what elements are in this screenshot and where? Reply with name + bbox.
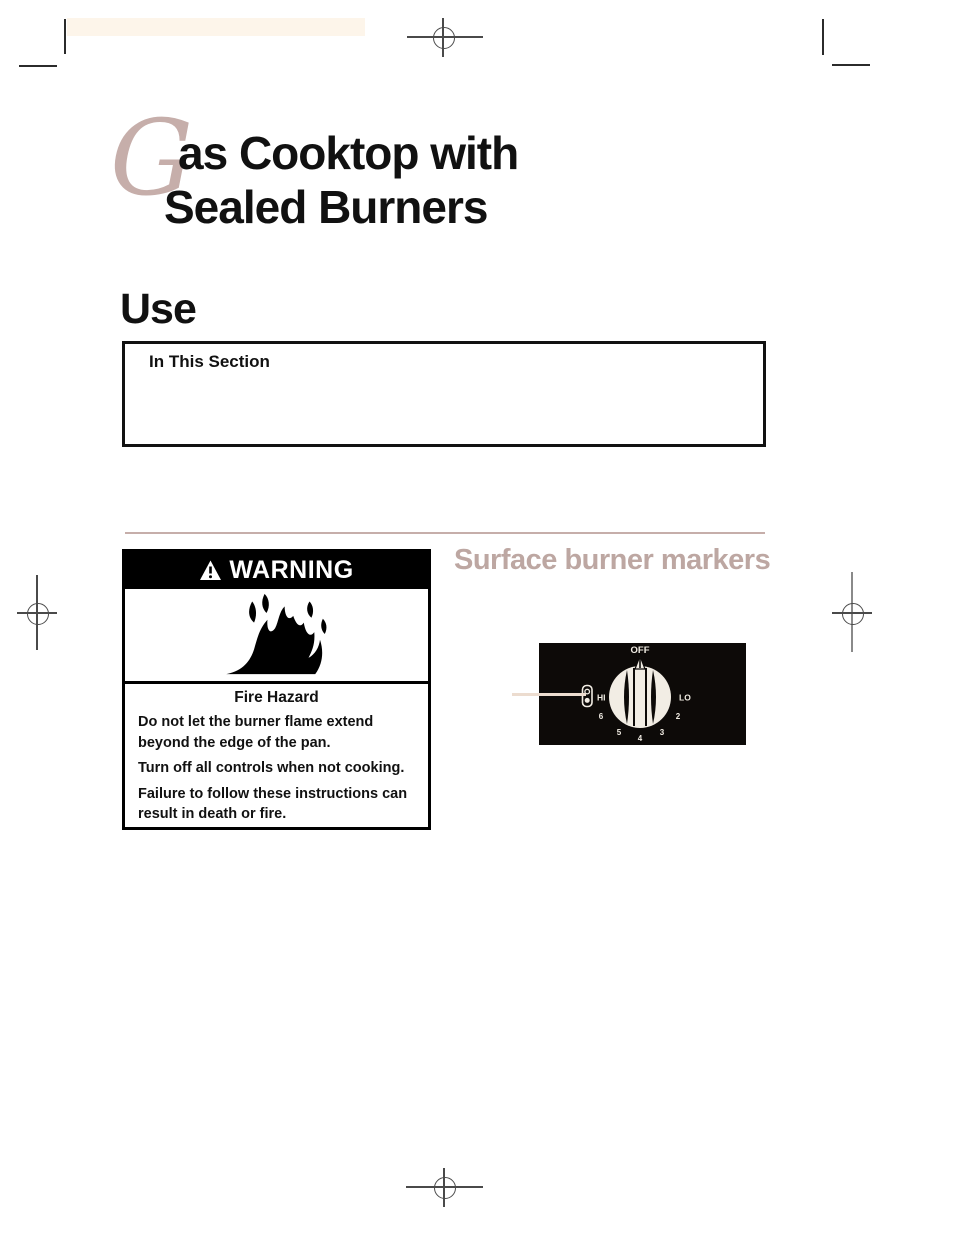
chapter-title-line2: Sealed Burners (164, 181, 488, 233)
callout-leader-line (512, 693, 586, 696)
warning-instruction-3: Failure to follow these instructions can result in death or fire. (138, 785, 408, 823)
knob-label-6: 6 (598, 712, 604, 721)
burner-marker-dot-filled (585, 698, 590, 703)
in-this-section-box (122, 341, 766, 447)
warning-flame-panel (125, 589, 428, 684)
surface-burner-markers-heading: Surface burner markers (454, 544, 771, 576)
warning-triangle-icon (199, 560, 222, 581)
crop-mark-top-left-horizontal (19, 65, 57, 67)
knob-label-3: 3 (659, 728, 665, 737)
warning-box (122, 549, 431, 830)
crop-mark-top-left-vertical (64, 19, 66, 54)
chapter-drop-cap: G (110, 97, 194, 219)
warning-header-label: WARNING (229, 556, 354, 584)
in-this-section-label: In This Section (149, 352, 270, 371)
use-heading: Use (120, 285, 196, 333)
registration-mark-top-center-circle (433, 27, 455, 49)
warning-hazard-title: Fire Hazard (234, 689, 319, 706)
warning-body (125, 684, 428, 825)
knob-label-off: OFF (630, 645, 650, 656)
chapter-title-line1: as Cooktop with (178, 127, 519, 179)
page-header-accent-bar (67, 18, 365, 36)
warning-instruction-2: Turn off all controls when not cooking. (138, 760, 405, 777)
knob-label-2: 2 (675, 712, 681, 721)
knob-label-hi: HI (597, 692, 606, 703)
burner-marker-badge (583, 686, 593, 707)
section-divider-rule (125, 532, 765, 534)
crop-mark-top-right-horizontal (832, 64, 870, 66)
warning-header (125, 552, 428, 589)
warning-instruction-1: Do not let the burner flame extend beyond the edge of the pan. (138, 714, 374, 751)
registration-mark-left-circle (27, 603, 49, 625)
knob-label-5: 5 (616, 728, 622, 737)
knob-disk (609, 666, 671, 728)
crop-mark-top-right-vertical (822, 19, 824, 55)
knob-label-4: 4 (637, 734, 643, 743)
registration-mark-bottom-circle (434, 1177, 456, 1199)
flame-icon (213, 592, 341, 678)
registration-mark-right-circle (842, 603, 864, 625)
knob-label-lo: LO (679, 692, 691, 703)
